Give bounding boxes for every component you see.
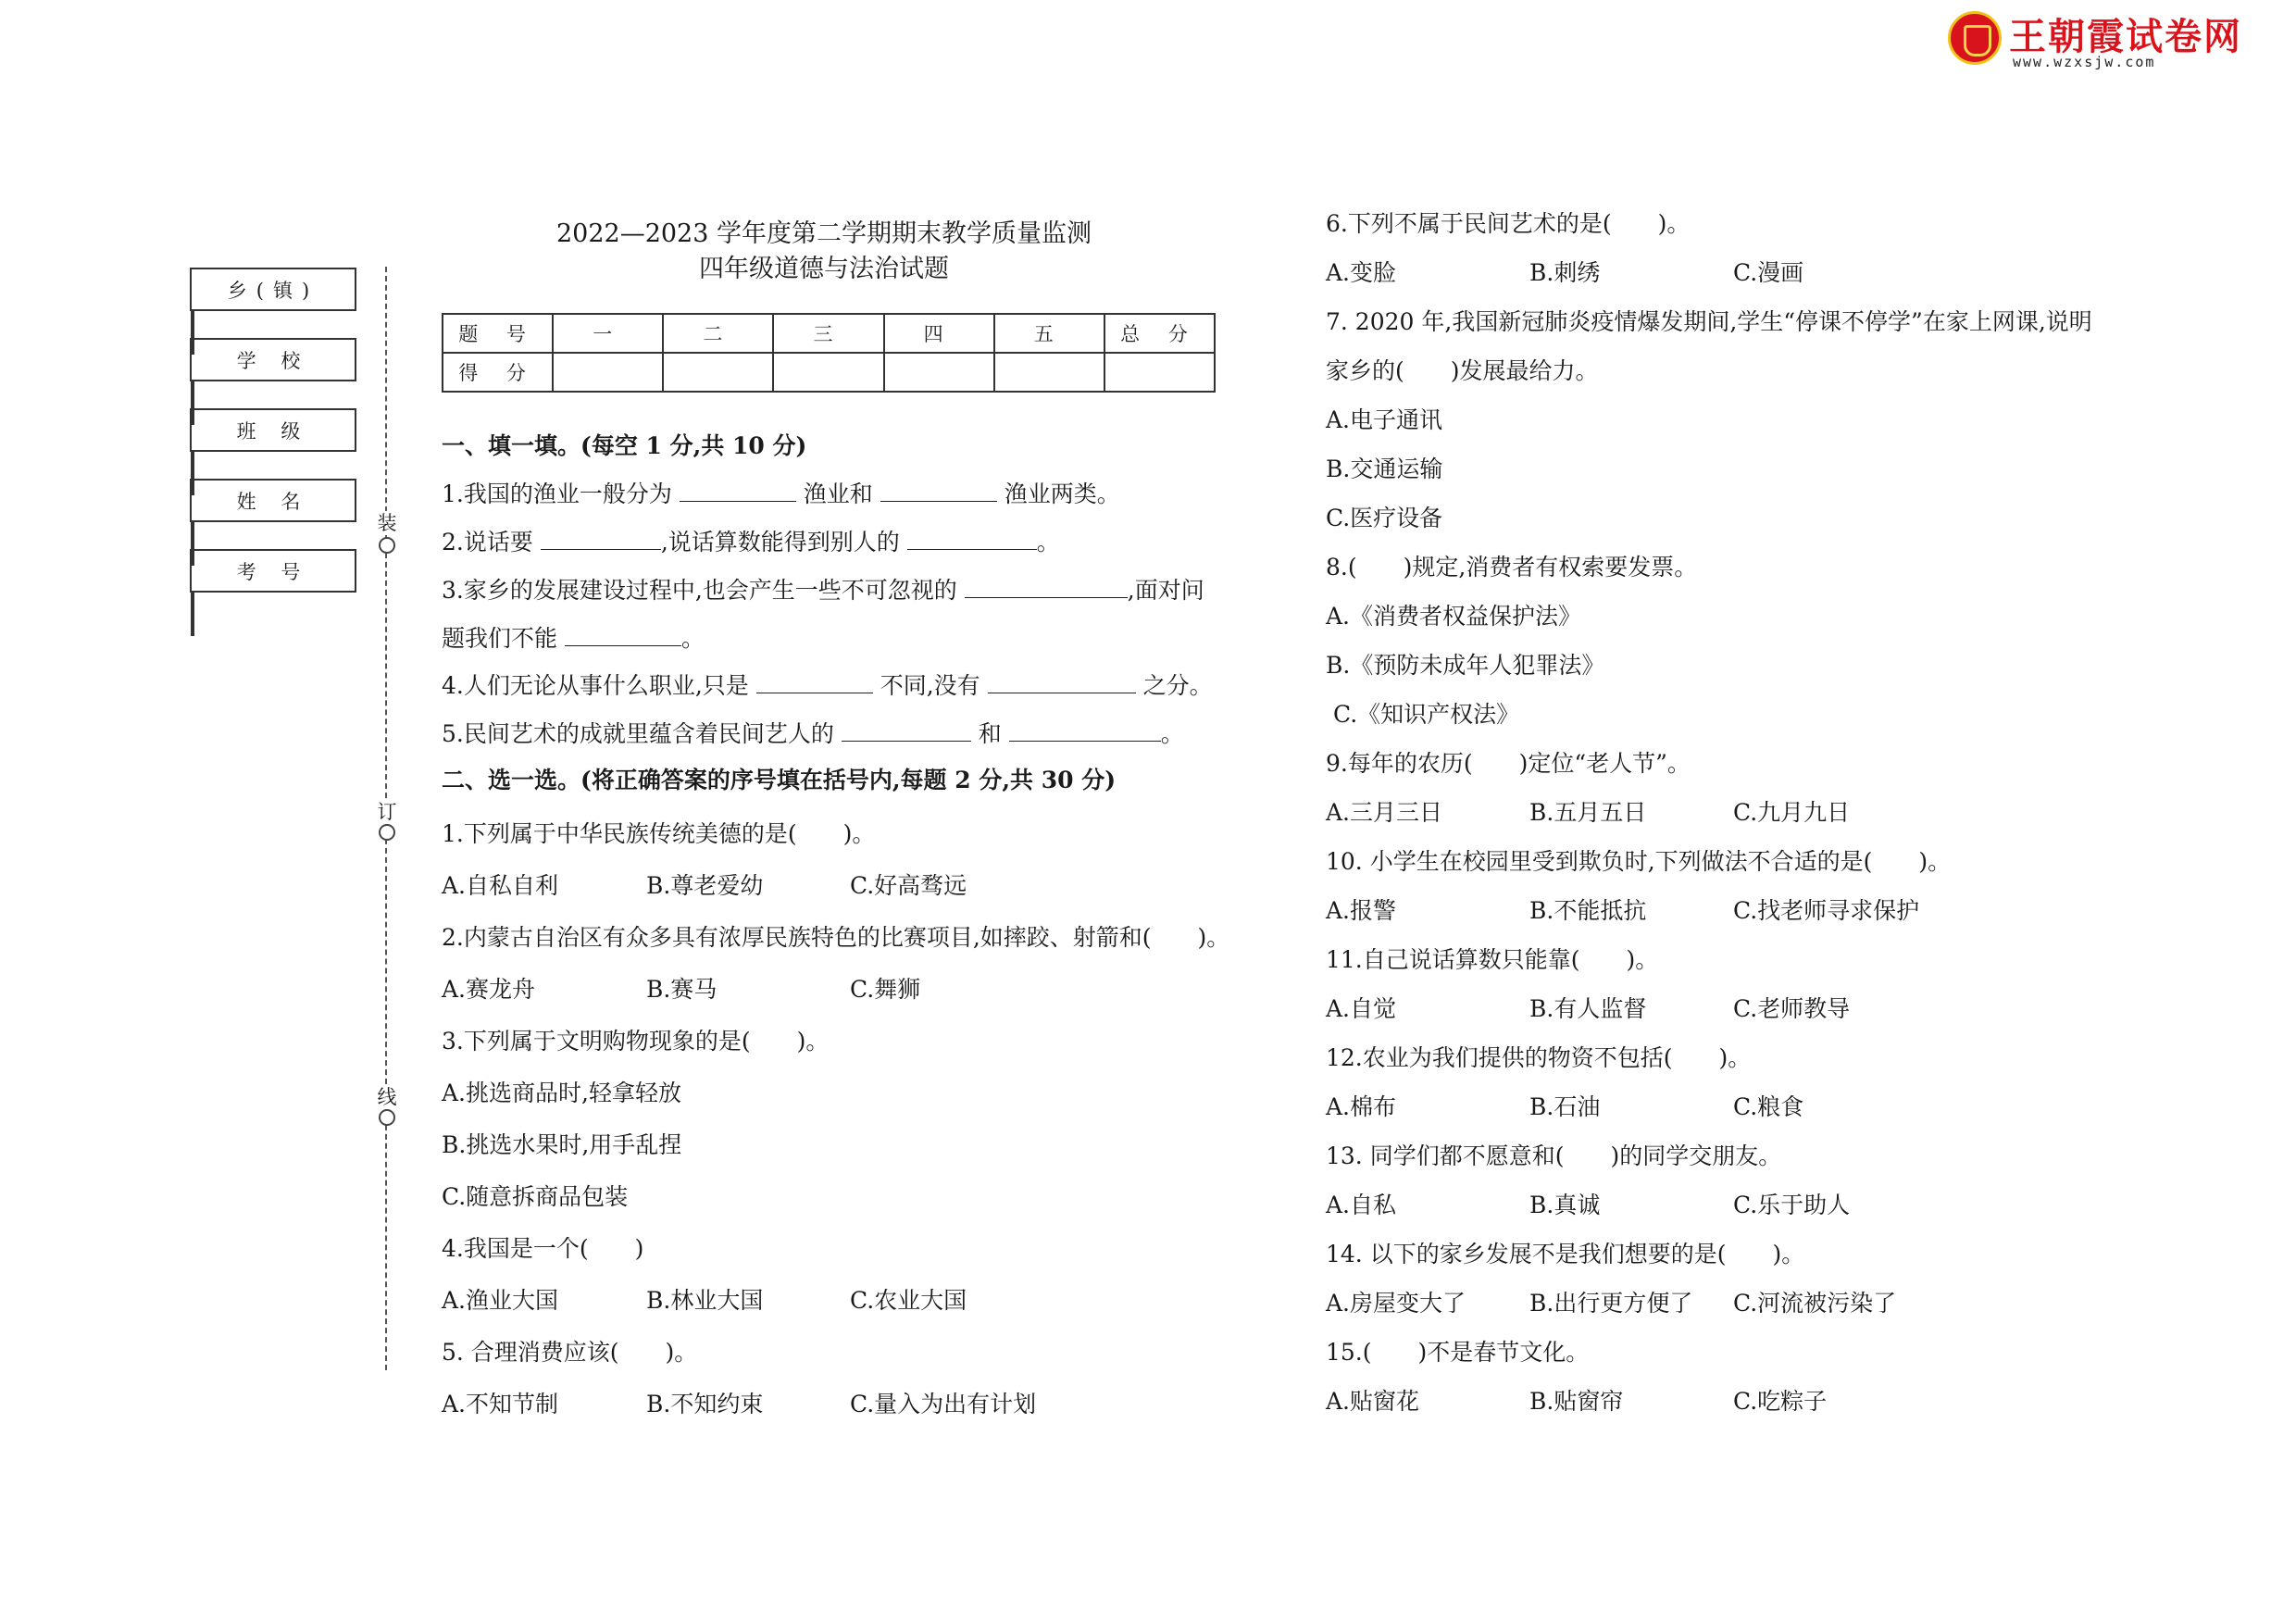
choice-option-b: B.石油 — [1529, 1093, 1601, 1120]
fill-question-3 — [442, 575, 1204, 606]
info-label-exam-no: 考 号 — [191, 550, 356, 592]
question-text: 。 — [680, 625, 705, 652]
choice-option-c: C.随意拆商品包装 — [442, 1183, 629, 1210]
choice-option-c: C.河流被污染了 — [1733, 1290, 1897, 1317]
choice-question-14: 14. 以下的家乡发展不是我们想要的是( )。 — [1326, 1241, 1805, 1267]
info-field-township — [192, 312, 193, 354]
site-logo — [1948, 7, 2253, 70]
choice-option-b: B.出行更方便了 — [1529, 1290, 1693, 1317]
score-header-cell: 二 — [663, 314, 773, 353]
choice-question-1: 1.下列属于中华民族传统美德的是( )。 — [442, 820, 876, 847]
choice-question-3: 3.下列属于文明购物现象的是( )。 — [442, 1028, 830, 1055]
score-header-cell: 总 分 — [1104, 314, 1215, 353]
question-text: 4.人们无论从事什么职业,只是 — [442, 672, 749, 699]
question-text: 5.民间艺术的成就里蕴含着民间艺人的 — [442, 720, 834, 747]
choice-question-11: 11.自己说话算数只能靠( )。 — [1326, 946, 1659, 973]
choice-question-5: 5. 合理消费应该( )。 — [442, 1339, 698, 1366]
choice-option-c: C.找老师寻求保护 — [1733, 897, 1920, 924]
score-header-cell: 一 — [553, 314, 663, 353]
answer-blank[interactable] — [1009, 718, 1161, 742]
score-cell — [773, 353, 883, 392]
score-header-cell: 四 — [884, 314, 994, 353]
binding-label-zhuang: 装 — [374, 511, 400, 535]
choice-option-c: C.好高骛远 — [850, 872, 967, 899]
question-text: 不同,没有 — [880, 672, 980, 699]
choice-option-b: B.真诚 — [1529, 1192, 1601, 1218]
choice-option-a: A.《消费者权益保护法》 — [1326, 603, 1582, 630]
logo-brand: 王朝霞试卷网 — [2009, 16, 2242, 58]
choice-option-a: A.挑选商品时,轻拿轻放 — [442, 1080, 681, 1106]
choice-option-a: A.贴窗花 — [1326, 1388, 1420, 1415]
choice-option-c: C.吃粽子 — [1733, 1388, 1828, 1415]
question-text: 和 — [978, 720, 1002, 747]
choice-option-a: A.自觉 — [1326, 995, 1397, 1022]
score-cell — [553, 353, 663, 392]
score-header-cell: 五 — [994, 314, 1104, 353]
fill-question-3-cont — [442, 623, 705, 655]
answer-blank[interactable] — [565, 623, 681, 646]
info-label-township: 乡(镇) — [191, 268, 356, 310]
fill-question-5 — [442, 718, 1184, 750]
binding-circle-icon — [379, 824, 395, 841]
choice-question-6: 6.下列不属于民间艺术的是( )。 — [1326, 210, 1691, 237]
question-text: 渔业两类。 — [1004, 481, 1120, 507]
choice-option-b: B.贴窗帘 — [1529, 1388, 1624, 1415]
score-row-label: 得 分 — [443, 353, 553, 392]
fill-question-4 — [442, 670, 1213, 702]
choice-question-8: 8.( )规定,消费者有权索要发票。 — [1326, 554, 1698, 581]
answer-blank[interactable] — [965, 575, 1128, 598]
choice-option-a: A.赛龙舟 — [442, 976, 536, 1003]
question-text: ,面对问 — [1127, 577, 1204, 604]
question-text: ,说话算数能得到别人的 — [660, 529, 900, 556]
question-text: 2.说话要 — [442, 529, 533, 556]
choice-option-b: B.五月五日 — [1529, 799, 1647, 826]
binding-circle-icon — [379, 1109, 395, 1126]
choice-option-a: A.变脸 — [1326, 259, 1397, 286]
answer-blank[interactable] — [842, 718, 971, 742]
choice-option-a: A.房屋变大了 — [1326, 1290, 1466, 1317]
choice-option-c: C.《知识产权法》 — [1333, 701, 1520, 728]
question-text: 1.我国的渔业一般分为 — [442, 481, 672, 507]
choice-option-b: B.《预防未成年人犯罪法》 — [1326, 652, 1605, 679]
question-text: 之分。 — [1142, 672, 1213, 699]
choice-option-b: B.林业大国 — [646, 1287, 764, 1314]
choice-option-b: B.刺绣 — [1529, 259, 1601, 286]
choice-option-c: C.老师教导 — [1733, 995, 1851, 1022]
score-table — [442, 313, 1216, 393]
choice-question-12: 12.农业为我们提供的物资不包括( )。 — [1326, 1044, 1752, 1071]
answer-blank[interactable] — [680, 479, 796, 502]
answer-blank[interactable] — [880, 479, 997, 502]
question-text: 3.家乡的发展建设过程中,也会产生一些不可忽视的 — [442, 577, 957, 604]
answer-blank[interactable] — [907, 527, 1037, 550]
binding-circle-icon — [379, 537, 395, 554]
info-label-school: 学 校 — [191, 339, 356, 381]
choice-question-13: 13. 同学们都不愿意和( )的同学交朋友。 — [1326, 1142, 1782, 1169]
student-info-table — [190, 268, 356, 619]
exam-subtitle: 四年级道德与法治试题 — [699, 255, 949, 283]
binding-label-ding: 订 — [374, 800, 400, 824]
choice-question-15: 15.( )不是春节文化。 — [1326, 1339, 1590, 1366]
info-field-exam-no — [192, 593, 193, 635]
question-text: 。 — [1160, 720, 1184, 747]
info-label-class: 班 级 — [191, 409, 356, 451]
choice-question-2: 2.内蒙古自治区有众多具有浓厚民族特色的比赛项目,如摔跤、射箭和( )。 — [442, 924, 1230, 951]
score-cell — [1104, 353, 1215, 392]
choice-option-a: A.自私 — [1326, 1192, 1397, 1218]
choice-option-c: C.舞狮 — [850, 976, 921, 1003]
answer-blank[interactable] — [988, 670, 1136, 693]
choice-option-a: A.报警 — [1326, 897, 1397, 924]
info-field-class — [192, 453, 193, 494]
choice-option-a: A.棉布 — [1326, 1093, 1397, 1120]
fill-question-1 — [442, 479, 1120, 510]
score-cell — [994, 353, 1104, 392]
fill-question-2 — [442, 527, 1060, 558]
info-label-name: 姓 名 — [191, 480, 356, 521]
answer-blank[interactable] — [541, 527, 661, 550]
choice-option-b: B.不能抵抗 — [1529, 897, 1647, 924]
score-cell — [663, 353, 773, 392]
choice-option-c: C.医疗设备 — [1326, 505, 1443, 531]
choice-option-c: C.农业大国 — [850, 1287, 967, 1314]
info-field-school — [192, 382, 193, 424]
seal-icon — [1948, 11, 2002, 65]
score-cell — [884, 353, 994, 392]
section2-heading: 二、选一选。(将正确答案的序号填在括号内,每题 2 分,共 30 分) — [442, 767, 1117, 793]
answer-blank[interactable] — [756, 670, 873, 693]
choice-option-b: B.不知约束 — [646, 1391, 764, 1417]
logo-url: www.wzxsjw.com — [2013, 54, 2156, 70]
choice-question-7: 7. 2020 年,我国新冠肺炎疫情爆发期间,学生“停课不停学”在家上网课,说明 — [1326, 308, 2092, 335]
choice-option-c: C.九月九日 — [1733, 799, 1851, 826]
question-text: 渔业和 — [803, 481, 873, 507]
choice-option-a: A.不知节制 — [442, 1391, 559, 1417]
choice-option-c: C.漫画 — [1733, 259, 1804, 286]
info-field-name — [192, 523, 193, 565]
choice-option-b: B.挑选水果时,用手乱捏 — [442, 1131, 682, 1158]
choice-option-a: A.自私自利 — [442, 872, 559, 899]
choice-option-b: B.尊老爱幼 — [646, 872, 764, 899]
choice-option-b: B.赛马 — [646, 976, 718, 1003]
binding-label-xian: 线 — [374, 1085, 400, 1109]
choice-option-a: A.电子通讯 — [1326, 406, 1443, 433]
choice-option-a: A.三月三日 — [1326, 799, 1443, 826]
choice-question-7-cont: 家乡的( )发展最给力。 — [1326, 357, 1599, 384]
choice-option-c: C.乐于助人 — [1733, 1192, 1851, 1218]
section1-heading: 一、填一填。(每空 1 分,共 10 分) — [442, 432, 807, 459]
score-header-cell: 题 号 — [443, 314, 553, 353]
question-text: 。 — [1036, 529, 1060, 556]
choice-question-10: 10. 小学生在校园里受到欺负时,下列做法不合适的是( )。 — [1326, 848, 1952, 875]
choice-question-4: 4.我国是一个( ) — [442, 1235, 644, 1262]
choice-question-9: 9.每年的农历( )定位“老人节”。 — [1326, 750, 1691, 777]
choice-option-b: B.有人监督 — [1529, 995, 1647, 1022]
choice-option-c: C.量入为出有计划 — [850, 1391, 1037, 1417]
score-header-cell: 三 — [773, 314, 883, 353]
choice-option-c: C.粮食 — [1733, 1093, 1804, 1120]
question-text: 题我们不能 — [442, 625, 558, 652]
choice-option-a: A.渔业大国 — [442, 1287, 559, 1314]
exam-title: 2022—2023 学年度第二学期期末教学质量监测 — [555, 219, 1092, 248]
choice-option-b: B.交通运输 — [1326, 456, 1443, 482]
